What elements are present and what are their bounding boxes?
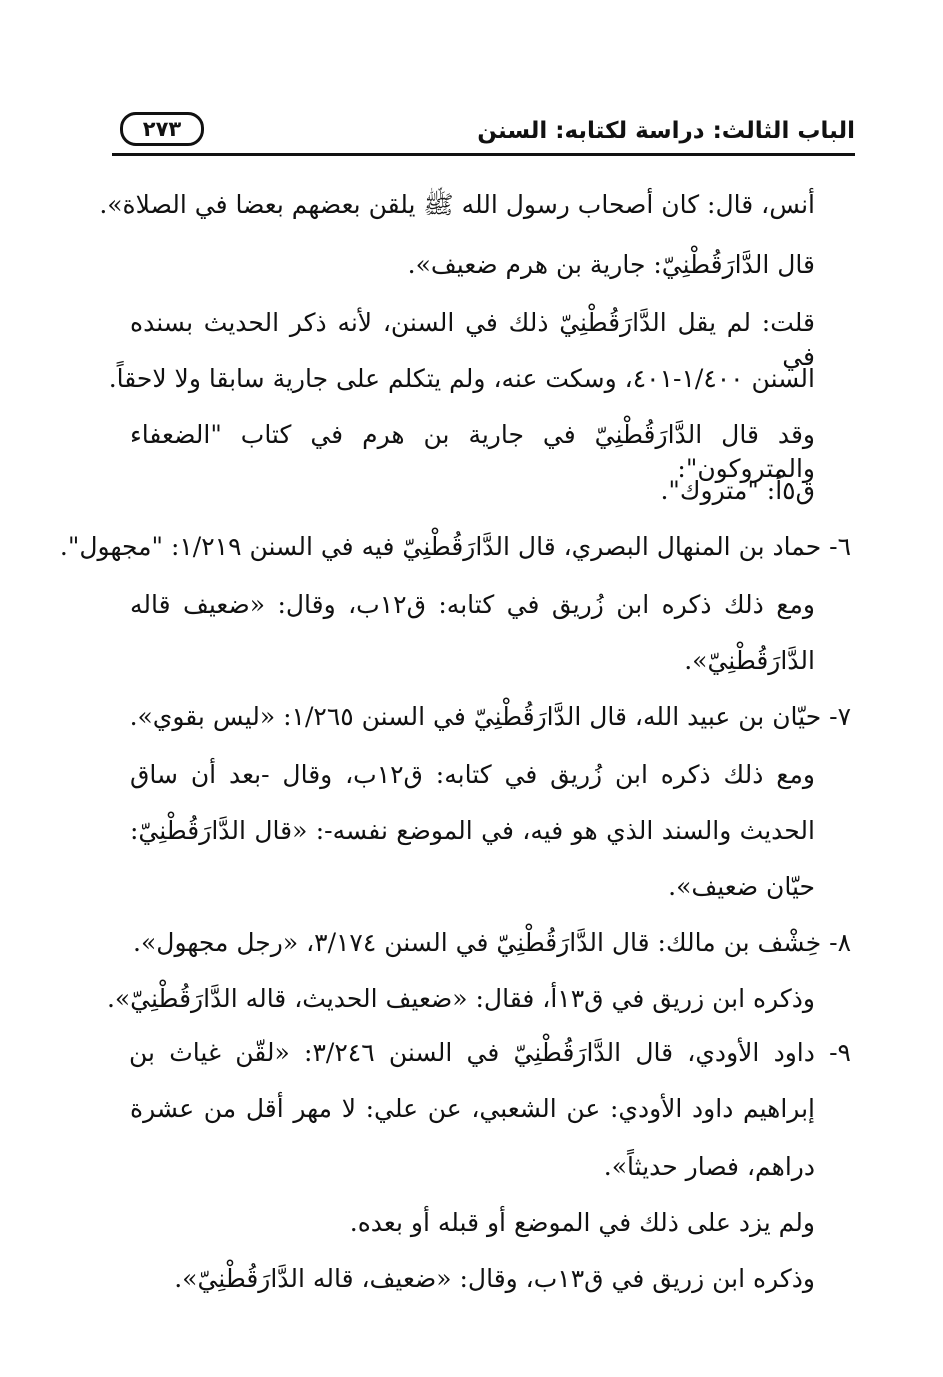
text-line: أنس، قال: كان أصحاب رسول الله ﷺ يلقن بعضهم بعضا في الصلاة». <box>99 190 815 219</box>
text-line: الحديث والسند الذي هو فيه، في الموضع نفسه-: «قال الدَّارَقُطْنِيّ: <box>130 816 815 845</box>
text-line: ومع ذلك ذكره ابن زُريق في كتابه: ق١٢ب، وقال: «ضعيف قاله <box>130 590 815 619</box>
text-line: قلت: لم يقل الدَّارَقُطْنِيّ ذلك في السنن، لأنه ذكر الحديث بسنده في <box>130 308 815 371</box>
text-line: وذكره ابن زريق في ق١٣ب، وقال: «ضعيف، قاله الدَّارَقُطْنِيّ». <box>174 1264 815 1293</box>
text-line: ق٥أ: "متروك". <box>660 476 815 505</box>
text-line: وقد قال الدَّارَقُطْنِيّ في جارية بن هرم في كتاب "الضعفاء والمتروكون": <box>130 420 815 483</box>
list-item: ٨- خِشْف بن مالك: قال الدَّارَقُطْنِيّ في السنن ٣/١٧٤، «رجل مجهول». <box>133 928 851 957</box>
text-line: حيّان ضعيف». <box>668 872 815 901</box>
page-header <box>112 104 855 156</box>
page-number: ٢٧٣ <box>120 112 204 146</box>
chapter-title: الباب الثالث: دراسة لكتابه: السنن <box>477 118 855 144</box>
text-line: السنن ١/٤٠٠-٤٠١، وسكت عنه، ولم يتكلم على جارية سابقا ولا لاحقاً. <box>108 364 815 393</box>
header-rule <box>112 153 855 156</box>
list-item: ٩- داود الأودي، قال الدَّارَقُطْنِيّ في السنن ٣/٢٤٦: «لقّن غياث بن <box>129 1038 851 1067</box>
text-line: ولم يزد على ذلك في الموضع أو قبله أو بعده. <box>349 1208 815 1237</box>
text-line: الدَّارَقُطْنِيّ». <box>684 646 815 675</box>
list-item: ٧- حيّان بن عبيد الله، قال الدَّارَقُطْنِيّ في السنن ١/٢٦٥: «ليس بقوي». <box>129 702 851 731</box>
text-line: وذكره ابن زريق في ق١٣أ، فقال: «ضعيف الحديث، قاله الدَّارَقُطْنِيّ». <box>106 984 815 1013</box>
text-line: إبراهيم داود الأودي: عن الشعبي، عن علي: لا مهر أقل من عشرة <box>130 1094 815 1123</box>
text-line: قال الدَّارَقُطْنِيّ: جارية بن هرم ضعيف». <box>407 250 815 279</box>
text-line: دراهم، فصار حديثاً». <box>603 1152 815 1181</box>
list-item: ٦- حماد بن المنهال البصري، قال الدَّارَقُطْنِيّ فيه في السنن ١/٢١٩: "مجهول". <box>59 532 851 561</box>
text-line: ومع ذلك ذكره ابن زُريق في كتابه: ق١٢ب، وقال -بعد أن ساق <box>130 760 815 789</box>
